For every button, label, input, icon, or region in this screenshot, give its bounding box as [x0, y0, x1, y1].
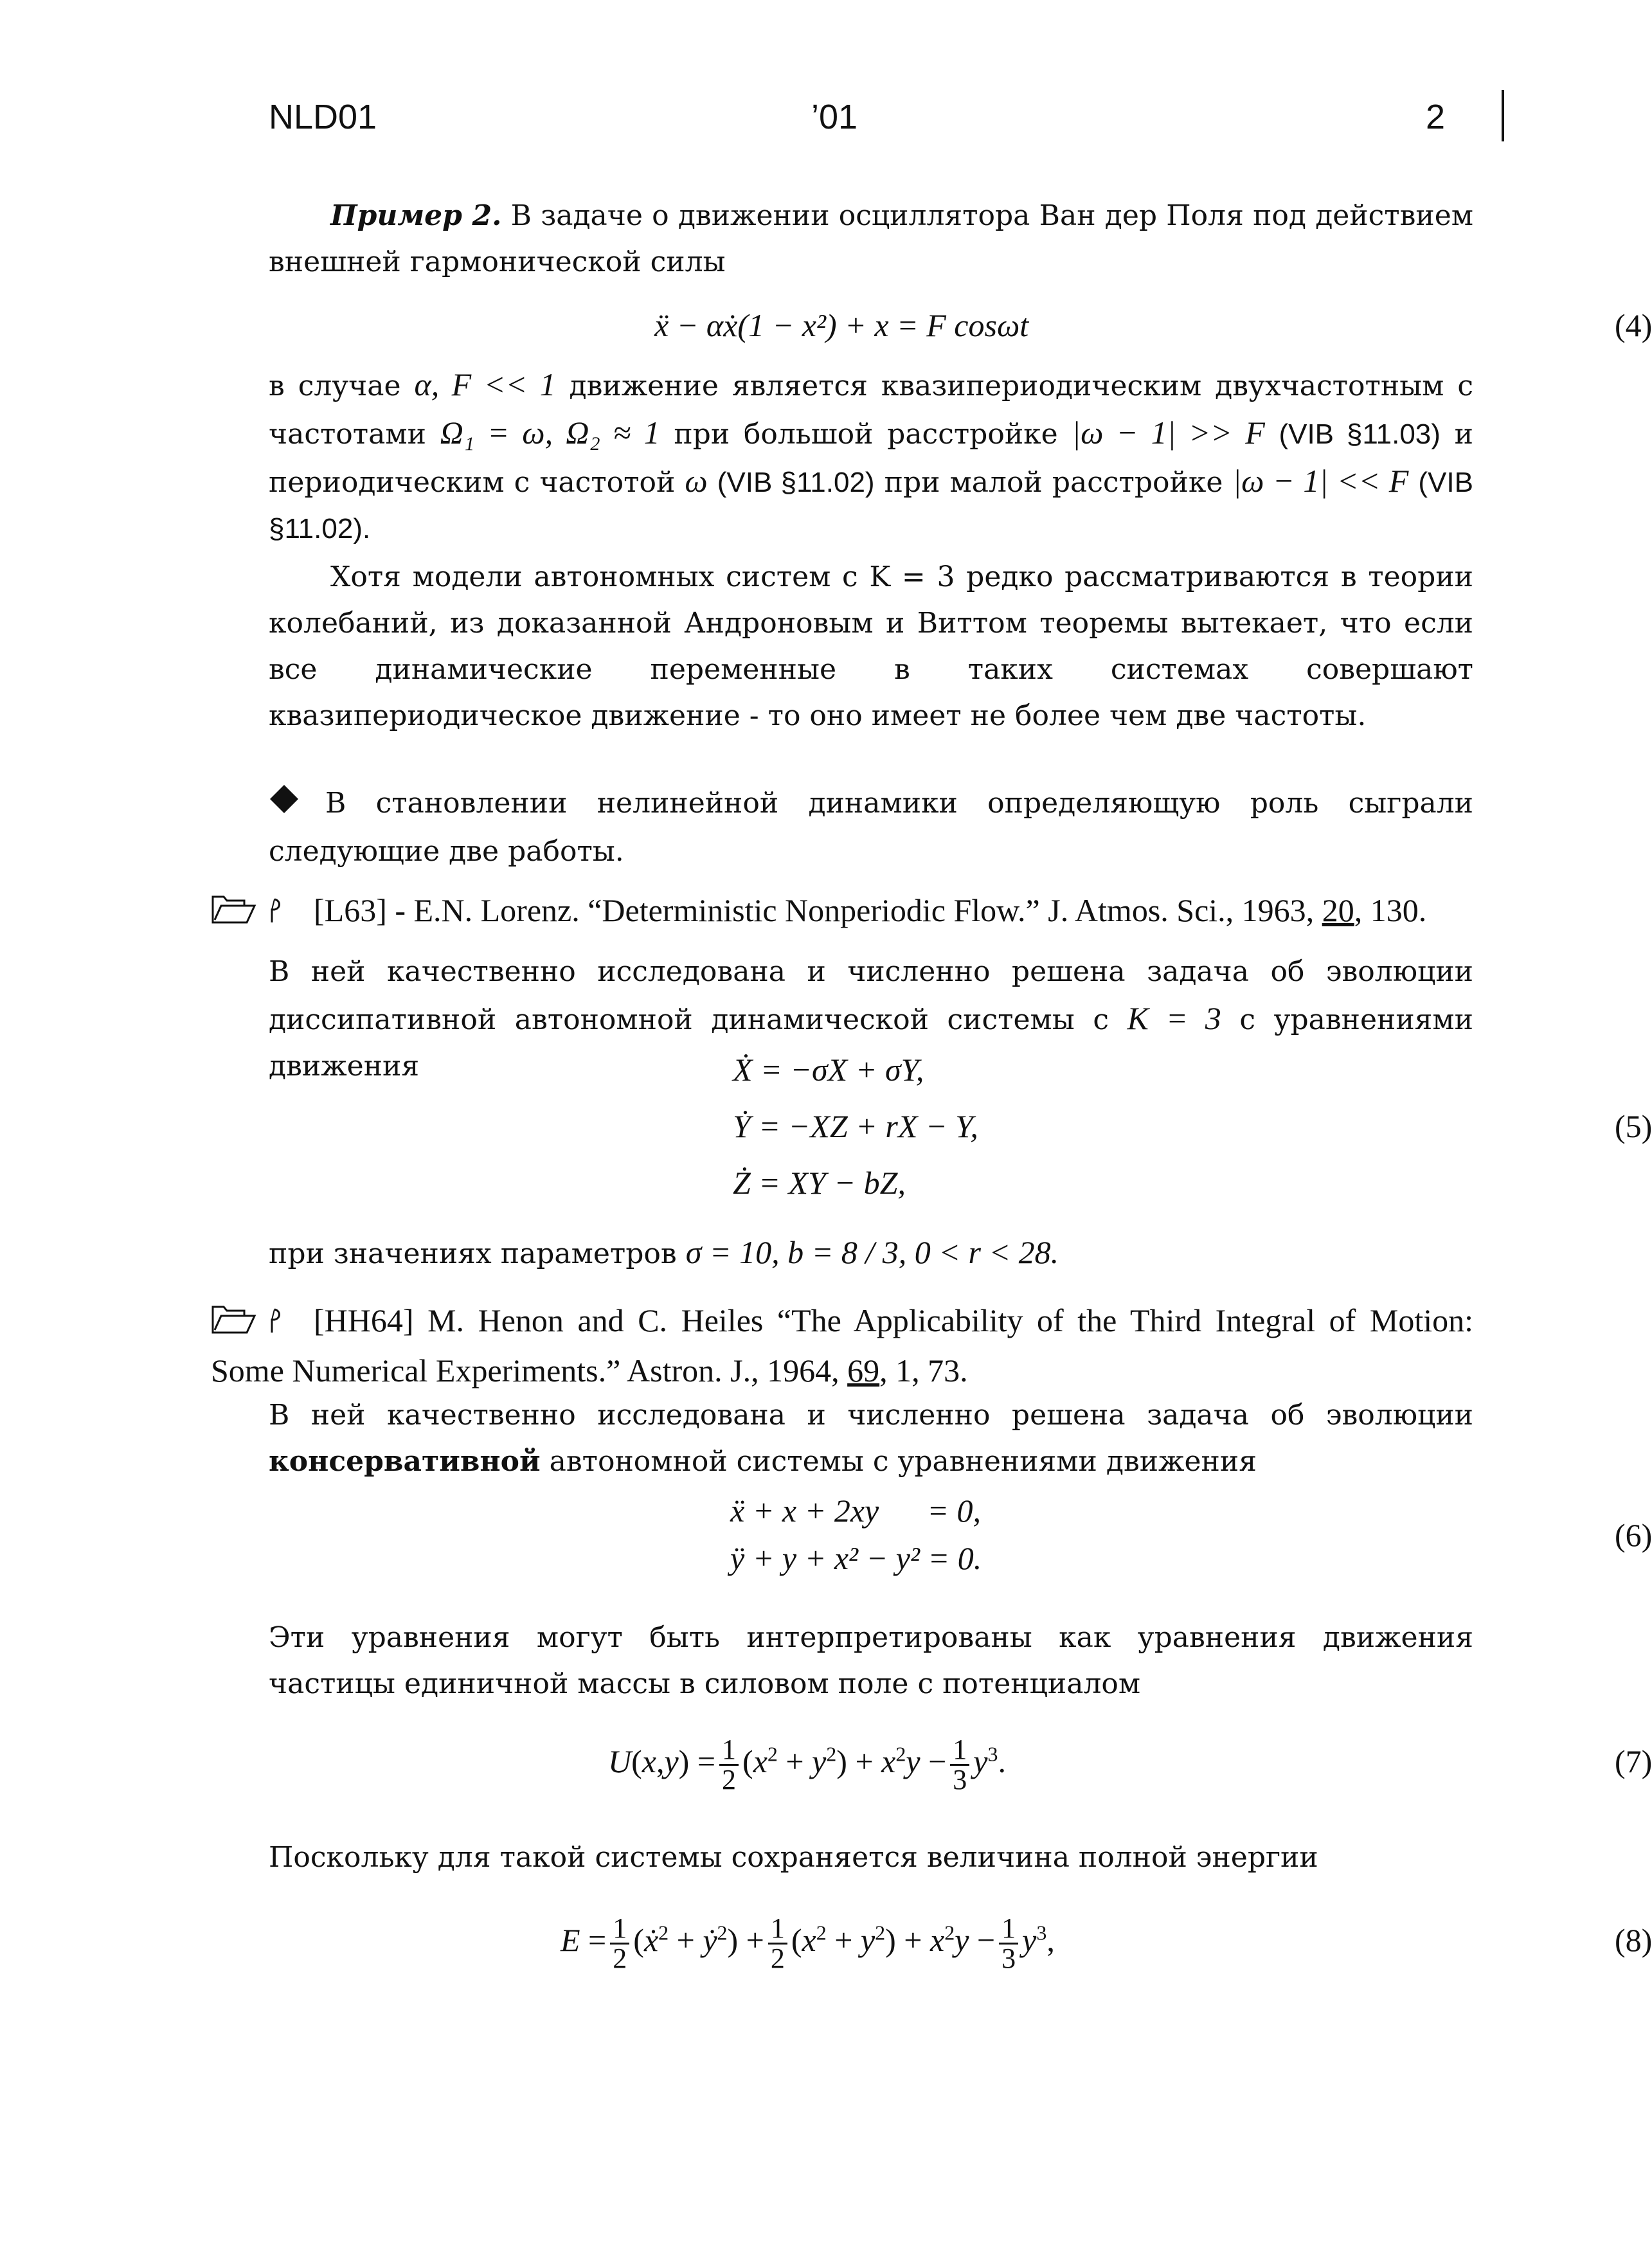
- equation-8-number: (8): [1615, 1922, 1652, 1958]
- henon-description-block: [269, 1392, 1473, 1485]
- equation-6-line-2: ÿ + y + x² − y² = 0.: [730, 1540, 982, 1576]
- equation-5-line-1: Ẋ = −σX + σY,: [733, 1052, 924, 1088]
- header-left: NLD01: [269, 98, 377, 136]
- header-margin-bar: [1502, 90, 1504, 141]
- equation-8-block: [269, 1901, 1652, 1979]
- equation-6-number: (6): [1615, 1517, 1652, 1553]
- pen-icon: [264, 891, 283, 937]
- lorenz-params-block: [269, 1229, 1473, 1277]
- text-small-detuning: при малой расстройке: [884, 466, 1223, 499]
- text-periodic: и периодическим с частотой: [269, 418, 1473, 499]
- henon-citation-text: [HH64] M. Henon and C. Heiles “The Applicability of the Third Integral of Motion: Some Numerical Experiments.” Astron. J., 1964,: [211, 1302, 1473, 1388]
- henon-volume: 69: [847, 1352, 880, 1388]
- henon-pages: , 1, 73.: [879, 1352, 968, 1388]
- condition-large-detuning: |ω − 1| >> F: [1072, 415, 1265, 451]
- equation-4: ẍ − αẋ(1 − x²) + x = F cosωt: [654, 307, 1029, 343]
- lorenz-params: [269, 1229, 1473, 1277]
- potential-paragraph-block: [269, 1615, 1473, 1707]
- reference-vib-11-03: (VIB §11.03): [1279, 418, 1441, 450]
- works-text: В становлении нелинейной динамики определяющую роль сыграли следующие две работы.: [269, 787, 1473, 868]
- lorenz-volume: 20: [1322, 892, 1354, 928]
- lorenz-params-values: σ = 10, b = 8 / 3, 0 < r < 28.: [685, 1234, 1059, 1270]
- condition-small-detuning: |ω − 1| << F: [1232, 463, 1409, 499]
- equation-5-block: [269, 1047, 1652, 1214]
- henon-desc-conservative: консервативной: [269, 1445, 541, 1478]
- example-intro-block: [269, 193, 1473, 285]
- example-intro: [269, 193, 1473, 285]
- reference-vib-11-02-a: (VIB §11.02): [717, 467, 875, 498]
- equation-5-line-2: Ẏ = −XZ + rX − Y,: [733, 1108, 978, 1144]
- henon-description: [269, 1392, 1473, 1485]
- text-large-detuning: при большой расстройке: [674, 418, 1058, 451]
- reference-vib-11-02-b: (VIB §11.02).: [269, 467, 1473, 544]
- equation-7-number: (7): [1615, 1743, 1652, 1779]
- lorenz-k-value: K = 3: [1127, 1000, 1221, 1036]
- equation-6-line-1: ẍ + x + 2xy = 0,: [730, 1493, 981, 1529]
- henon-desc-text: В ней качественно исследована и численно решена задача об эволюции: [269, 1399, 1473, 1432]
- equation-6-block: [269, 1487, 1652, 1590]
- example-continuation: [269, 361, 1473, 552]
- lorenz-desc-tail: с уравнениями движения: [269, 1003, 1473, 1083]
- equation-5-line-3: Ż = XY − bZ,: [733, 1165, 906, 1201]
- diamond-bullet-icon: [269, 782, 300, 829]
- works-paragraph-block: [269, 780, 1473, 875]
- citation-icons: [211, 887, 314, 937]
- text-in-case: в случае: [269, 370, 401, 402]
- header-center: ’01: [811, 98, 858, 136]
- lorenz-params-text: при значениях параметров: [269, 1237, 677, 1270]
- equation-8: E = $\frac{1}{2}$ (ẋ$^2$ + ẏ$^2$) + $\frac{1}{2}$ $(x^2 + y^2) + x^2y$ − $\frac{1}{3}$ $y^3$,: [561, 1912, 1055, 1975]
- example-label: Пример 2.: [330, 199, 502, 232]
- equation-4-number: (4): [1615, 307, 1652, 343]
- condition-omega: ω: [685, 463, 708, 499]
- lorenz-citation-text: [L63] - E.N. Lorenz. “Deterministic Nonperiodic Flow.” J. Atmos. Sci., 1963,: [314, 892, 1315, 928]
- equation-4-row: [269, 302, 1652, 354]
- condition-small-params: α, F << 1: [414, 366, 556, 402]
- equation-7-block: [269, 1723, 1652, 1800]
- lorenz-pages: , 130.: [1354, 892, 1427, 928]
- henon-desc-tail: автономной системы с уравнениями движения: [549, 1445, 1257, 1478]
- energy-paragraph: Поскольку для такой системы сохраняется величина полной энергии: [269, 1841, 1318, 1874]
- andronov-paragraph-block: [269, 554, 1473, 739]
- works-paragraph: [269, 780, 1473, 875]
- lorenz-desc-text: В ней качественно исследована и численно решена задача об эволюции диссипативной автономной динамической системы с: [269, 955, 1473, 1036]
- example-intro-text: В задаче о движении осциллятора Ван дер Поля под действием внешней гармонической силы: [269, 199, 1474, 278]
- equation-7: U(x,y) = $\frac{1}{2}$ $(x^2 + y^2) + x^2y$ − $\frac{1}{3}$ $y^3$.: [608, 1734, 1006, 1796]
- condition-frequencies: Ω₁ = ω, Ω₂ ≈ 1: [440, 415, 660, 451]
- citation-icons-2: [211, 1297, 314, 1347]
- lorenz-citation: [211, 887, 1473, 937]
- potential-paragraph: Эти уравнения могут быть интерпретированы как уравнения движения частицы единичной массы в силовом поле с потенциалом: [269, 1621, 1473, 1700]
- equation-5-number: (5): [1615, 1108, 1652, 1144]
- henon-citation: [211, 1297, 1473, 1394]
- example-continuation-block: [269, 361, 1473, 552]
- open-folder-icon: [211, 891, 256, 937]
- andronov-paragraph: Хотя модели автономных систем с K = 3 редко рассматриваются в теории колебаний, из доказанной Андроновым и Виттом теоремы вытекает, что если все динамические переменные в таких системах совершают квазипериодическое движение - то оно имеет не более чем две частоты.: [269, 561, 1473, 732]
- pen-icon: [264, 1301, 283, 1347]
- text-quasiperiodic: движение является квазипериодическим двухчастотным с частотами: [269, 370, 1473, 451]
- open-folder-icon: [211, 1301, 256, 1347]
- energy-paragraph-block: [269, 1835, 1473, 1881]
- page-number: 2: [1426, 98, 1446, 136]
